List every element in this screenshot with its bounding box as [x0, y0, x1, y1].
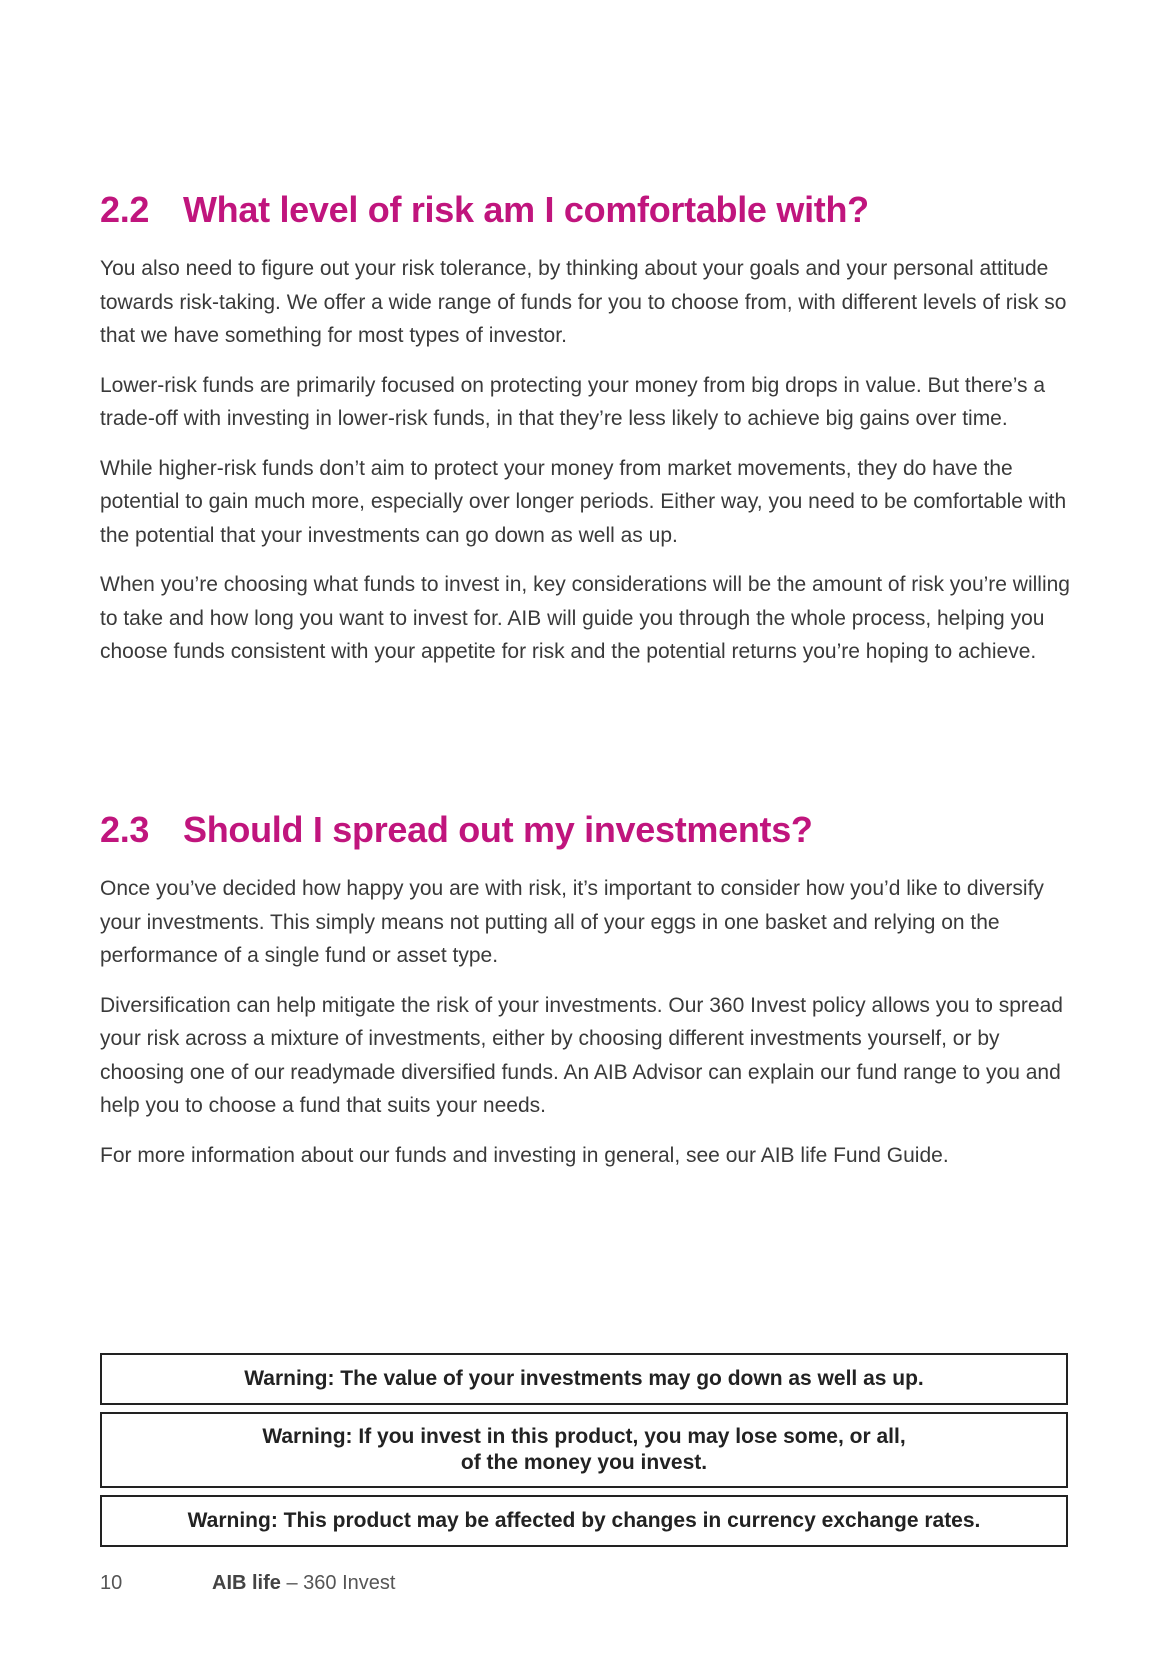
section-title: What level of risk am I comfortable with? — [183, 189, 869, 230]
section-number: 2.3 — [100, 809, 150, 850]
paragraph: Lower-risk funds are primarily focused on protecting your money from big drops in value. But there’s a trade-off with investing in lower-risk funds, in that they’re less likely to achieve big gains over time. — [100, 373, 1046, 430]
footer-brand — [212, 1572, 395, 1595]
warning-line: Warning: If you invest in this product, you may lose some, or all, — [262, 1425, 906, 1448]
section-body — [100, 252, 1080, 669]
page-number: 10 — [100, 1572, 123, 1594]
section-heading — [100, 808, 1080, 852]
warning-line: of the money you invest. — [460, 1451, 708, 1474]
paragraph: Diversification can help mitigate the risk of your investments. Our 360 Invest policy allows you to spread your risk across a mixture of investments, either by choosing different investments yourself, or by choosing one of our readymade diversified funds. An AIB Advisor can explain our fund range to you and help you to choose a fund that suits your needs. — [100, 993, 1063, 1117]
warning-text — [262, 1424, 905, 1476]
warning-text: Warning: The value of your investments may go down as well as up. — [244, 1367, 924, 1390]
warning-box-loss — [100, 1412, 1068, 1488]
section-title: Should I spread out my investments? — [183, 809, 813, 850]
section-number: 2.2 — [100, 189, 150, 230]
footer-separator: – — [280, 1572, 304, 1594]
brand-name: AIB life — [212, 1572, 281, 1594]
paragraph: While higher-risk funds don’t aim to protect your money from market movements, they do have the potential to gain much more, especially over longer periods. Either way, you need to be comfortable with the potential that your investments can go down as well as up. — [100, 456, 1067, 547]
warning-box-investment-value — [100, 1353, 1068, 1405]
section-2-3 — [100, 808, 1080, 1188]
section-2-2 — [100, 188, 1080, 685]
paragraph: When you’re choosing what funds to invest in, key considerations will be the amount of risk you’re willing to take and how long you want to invest for. AIB will guide you through the whole process, helping you choose funds consistent with your appetite for risk and the potential returns you’re hoping to achieve. — [100, 573, 1070, 663]
product-name: 360 Invest — [303, 1572, 396, 1594]
warning-text: Warning: This product may be affected by changes in currency exchange rates. — [187, 1509, 981, 1532]
section-heading — [100, 188, 1080, 232]
warning-box-currency — [100, 1495, 1068, 1547]
paragraph: Once you’ve decided how happy you are with risk, it’s important to consider how you’d like to diversify your investments. This simply means not putting all of your eggs in one basket and relying on the performance of a single fund or asset type. — [100, 877, 1044, 967]
paragraph: You also need to figure out your risk tolerance, by thinking about your goals and your personal attitude towards risk-taking. We offer a wide range of funds for you to choose from, with different levels of risk so that we have something for most types of investor. — [100, 257, 1067, 347]
paragraph: For more information about our funds and investing in general, see our AIB life Fund Guide. — [100, 1143, 949, 1167]
section-body — [100, 872, 1080, 1172]
